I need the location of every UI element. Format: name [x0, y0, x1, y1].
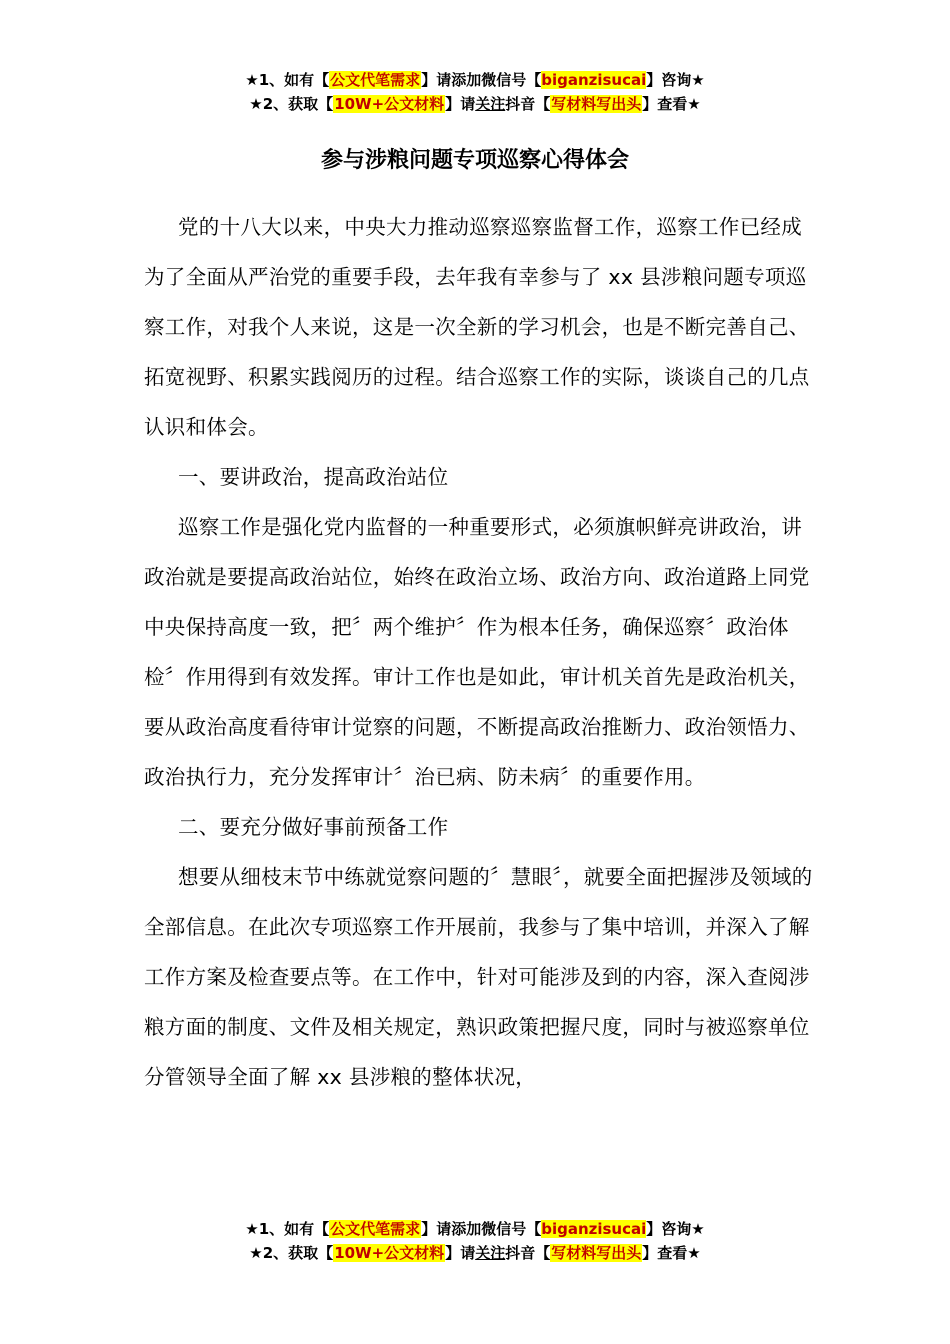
banner-line-2: ★2、获取【10W+公文材料】请关注抖音【写材料写出头】查看★	[249, 1244, 701, 1262]
wechat-id: biganzisucai	[541, 71, 647, 89]
banner-line-1: ★1、如有【公文代笔需求】请添加微信号【biganzisucai】咨询★	[245, 71, 705, 89]
highlight-douyin: 写材料写出头	[551, 1244, 642, 1262]
document-body	[144, 202, 814, 1102]
highlight-ghostwriting: 公文代笔需求	[330, 71, 421, 89]
section-heading-1: 一、要讲政治，提高政治站位	[178, 465, 449, 489]
highlight-douyin: 写材料写出头	[551, 95, 642, 113]
document-title: 参与涉粮问题专项巡察心得体会	[320, 148, 629, 173]
paragraph-intro: 党的十八大以来，中央大力推动巡察巡察监督工作，巡察工作已经成为了全面从严治党的重要手段，去年我有幸参与了 xx 县涉粮问题专项巡察工作，对我个人来说，这是一次全新的学习机会，也是不断完善自己、拓宽视野、积累实践阅历的过程。结合巡察工作的实际，谈谈自己的几点认识和体会。	[144, 215, 810, 439]
banner-line-1: ★1、如有【公文代笔需求】请添加微信号【biganzisucai】咨询★	[245, 1220, 705, 1238]
paragraph-section-1: 巡察工作是强化党内监督的一种重要形式，必须旗帜鲜亮讲政治，讲政治就是要提高政治站位，始终在政治立场、政治方向、政治道路上同党中央保持高度一致，把〞两个维护〞作为根本任务，确保巡察〞政治体检〞作用得到有效发挥。审计工作也是如此，审计机关首先是政治机关，要从政治高度看待审计觉察的问题，不断提高政治推断力、政治领悟力、政治执行力，充分发挥审计〞治已病、防未病〞的重要作用。	[144, 515, 810, 789]
highlight-materials: 10W+公文材料	[334, 1244, 445, 1262]
highlight-ghostwriting: 公文代笔需求	[330, 1220, 421, 1238]
highlight-materials: 10W+公文材料	[334, 95, 445, 113]
paragraph-section-2: 想要从细枝末节中练就觉察问题的〞慧眼〞，就要全面把握涉及领域的全部信息。在此次专项巡察工作开展前，我参与了集中培训，并深入了解工作方案及检查要点等。在工作中，针对可能涉及到的内容，深入查阅涉粮方面的制度、文件及相关规定，熟识政策把握尺度，同时与被巡察单位分管领导全面了解 xx 县涉粮的整体状况，	[144, 865, 813, 1089]
wechat-id: biganzisucai	[541, 1220, 647, 1238]
footer-banner	[0, 1217, 950, 1265]
header-banner	[0, 68, 950, 116]
banner-line-2: ★2、获取【10W+公文材料】请关注抖音【写材料写出头】查看★	[249, 95, 701, 113]
section-heading-2: 二、要充分做好事前预备工作	[178, 815, 449, 839]
